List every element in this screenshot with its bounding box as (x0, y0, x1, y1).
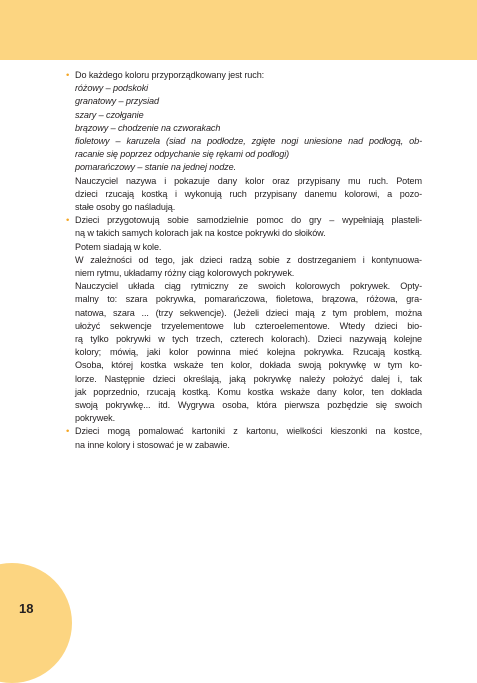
text-line: pokrywek. (75, 413, 116, 424)
text-line: niem rytmu, układamy różny ciąg kolorowych pokrywek. (75, 268, 295, 279)
text-line: fioletowy – karuzela (siad na podłodze, zgięte nogi uniesione nad podłogą, ob- (75, 136, 422, 147)
text-line: ną w takich samych kolorach jak na kostce pokrywki do słoików. (75, 228, 326, 239)
bullet-icon: • (66, 70, 70, 81)
page-number: 18 (19, 601, 34, 616)
text-line: na inne kolory i stosować je w zabawie. (75, 439, 230, 450)
text-line: rą tylko pokrywki w tych trzech, czterech kolorach). Dzieci nazywają kolejne (75, 334, 422, 345)
text-line: granatowy – przysiad (75, 96, 159, 107)
text-line: Dzieci przygotowują sobie samodzielnie pomoc do gry – wypełniają plasteli- (75, 215, 422, 226)
text-line: szary – czołganie (75, 109, 144, 120)
text-line: Dzieci mogą pomalować kartoniki z kartonu, wielkości kieszonki na kostce, (75, 426, 422, 437)
text-line: Osoba, której kostka wskaże ten kolor, dokłada swoją pokrywkę w tym ko- (75, 360, 422, 371)
bullet-item (66, 425, 422, 451)
text-line: Do każdego koloru przyporządkowany jest ruch: (75, 70, 265, 80)
text-line: pomarańczowy – stanie na jednej nodze. (75, 162, 237, 173)
text-line: różowy – podskoki (75, 83, 149, 94)
text-line: kolory; mówią, jaki kolor powinna mieć kolejna pokrywka. Rzucają kostką. (75, 347, 422, 358)
text-line: jak poprzednio, rzucają kostką. Komu kostka wskaże dany kolor, ten dokłada (75, 386, 422, 397)
text-line: racanie się poprzez odpychanie się rękami od podłogi) (75, 149, 290, 160)
text-line: ułożyć sekwencje trzyelementowe lub czteroelementowe. Wtedy dzieci bio- (75, 320, 422, 331)
text-line: Potem siadają w kole. (75, 241, 162, 252)
text-line: Nauczyciel układa ciąg rytmiczny ze swoich kolorowych pokrywek. Opty- (75, 281, 422, 292)
text-line: stałe osoby go naśladują. (75, 202, 176, 213)
text-line: lorze. Następnie dzieci określają, jaką pokrywkę należy położyć dalej i, tak (75, 373, 422, 384)
bullet-icon: • (66, 215, 70, 227)
body-text (66, 69, 422, 452)
bullet-item (66, 69, 422, 214)
header-band (0, 0, 477, 60)
bullet-item (66, 214, 422, 425)
text-line: brązowy – chodzenie na czworakach (75, 122, 221, 133)
text-line: malny to: szara pokrywka, pomarańczowa, fioletowa, brązowa, różowa, gra- (75, 294, 422, 305)
text-line: W zależności od tego, jak dzieci radzą sobie z dostrzeganiem i kontynuowa- (75, 254, 422, 265)
text-line: dzieci rzucają kostką i wykonują ruch przypisany danemu kolorowi, a pozo- (75, 188, 422, 199)
page-corner-circle (0, 563, 72, 683)
bullet-icon: • (66, 426, 70, 438)
text-line: Nauczyciel nazywa i pokazuje dany kolor oraz przypisany mu ruch. Potem (75, 175, 422, 186)
text-line: natowa, szara ... (trzy sekwencje). (Jeżeli dzieci mają z tym problem, można (75, 307, 422, 318)
text-line: swoją pokrywkę... itd. Wygrywa osoba, która pierwsza pozbędzie się swoich (75, 400, 422, 411)
